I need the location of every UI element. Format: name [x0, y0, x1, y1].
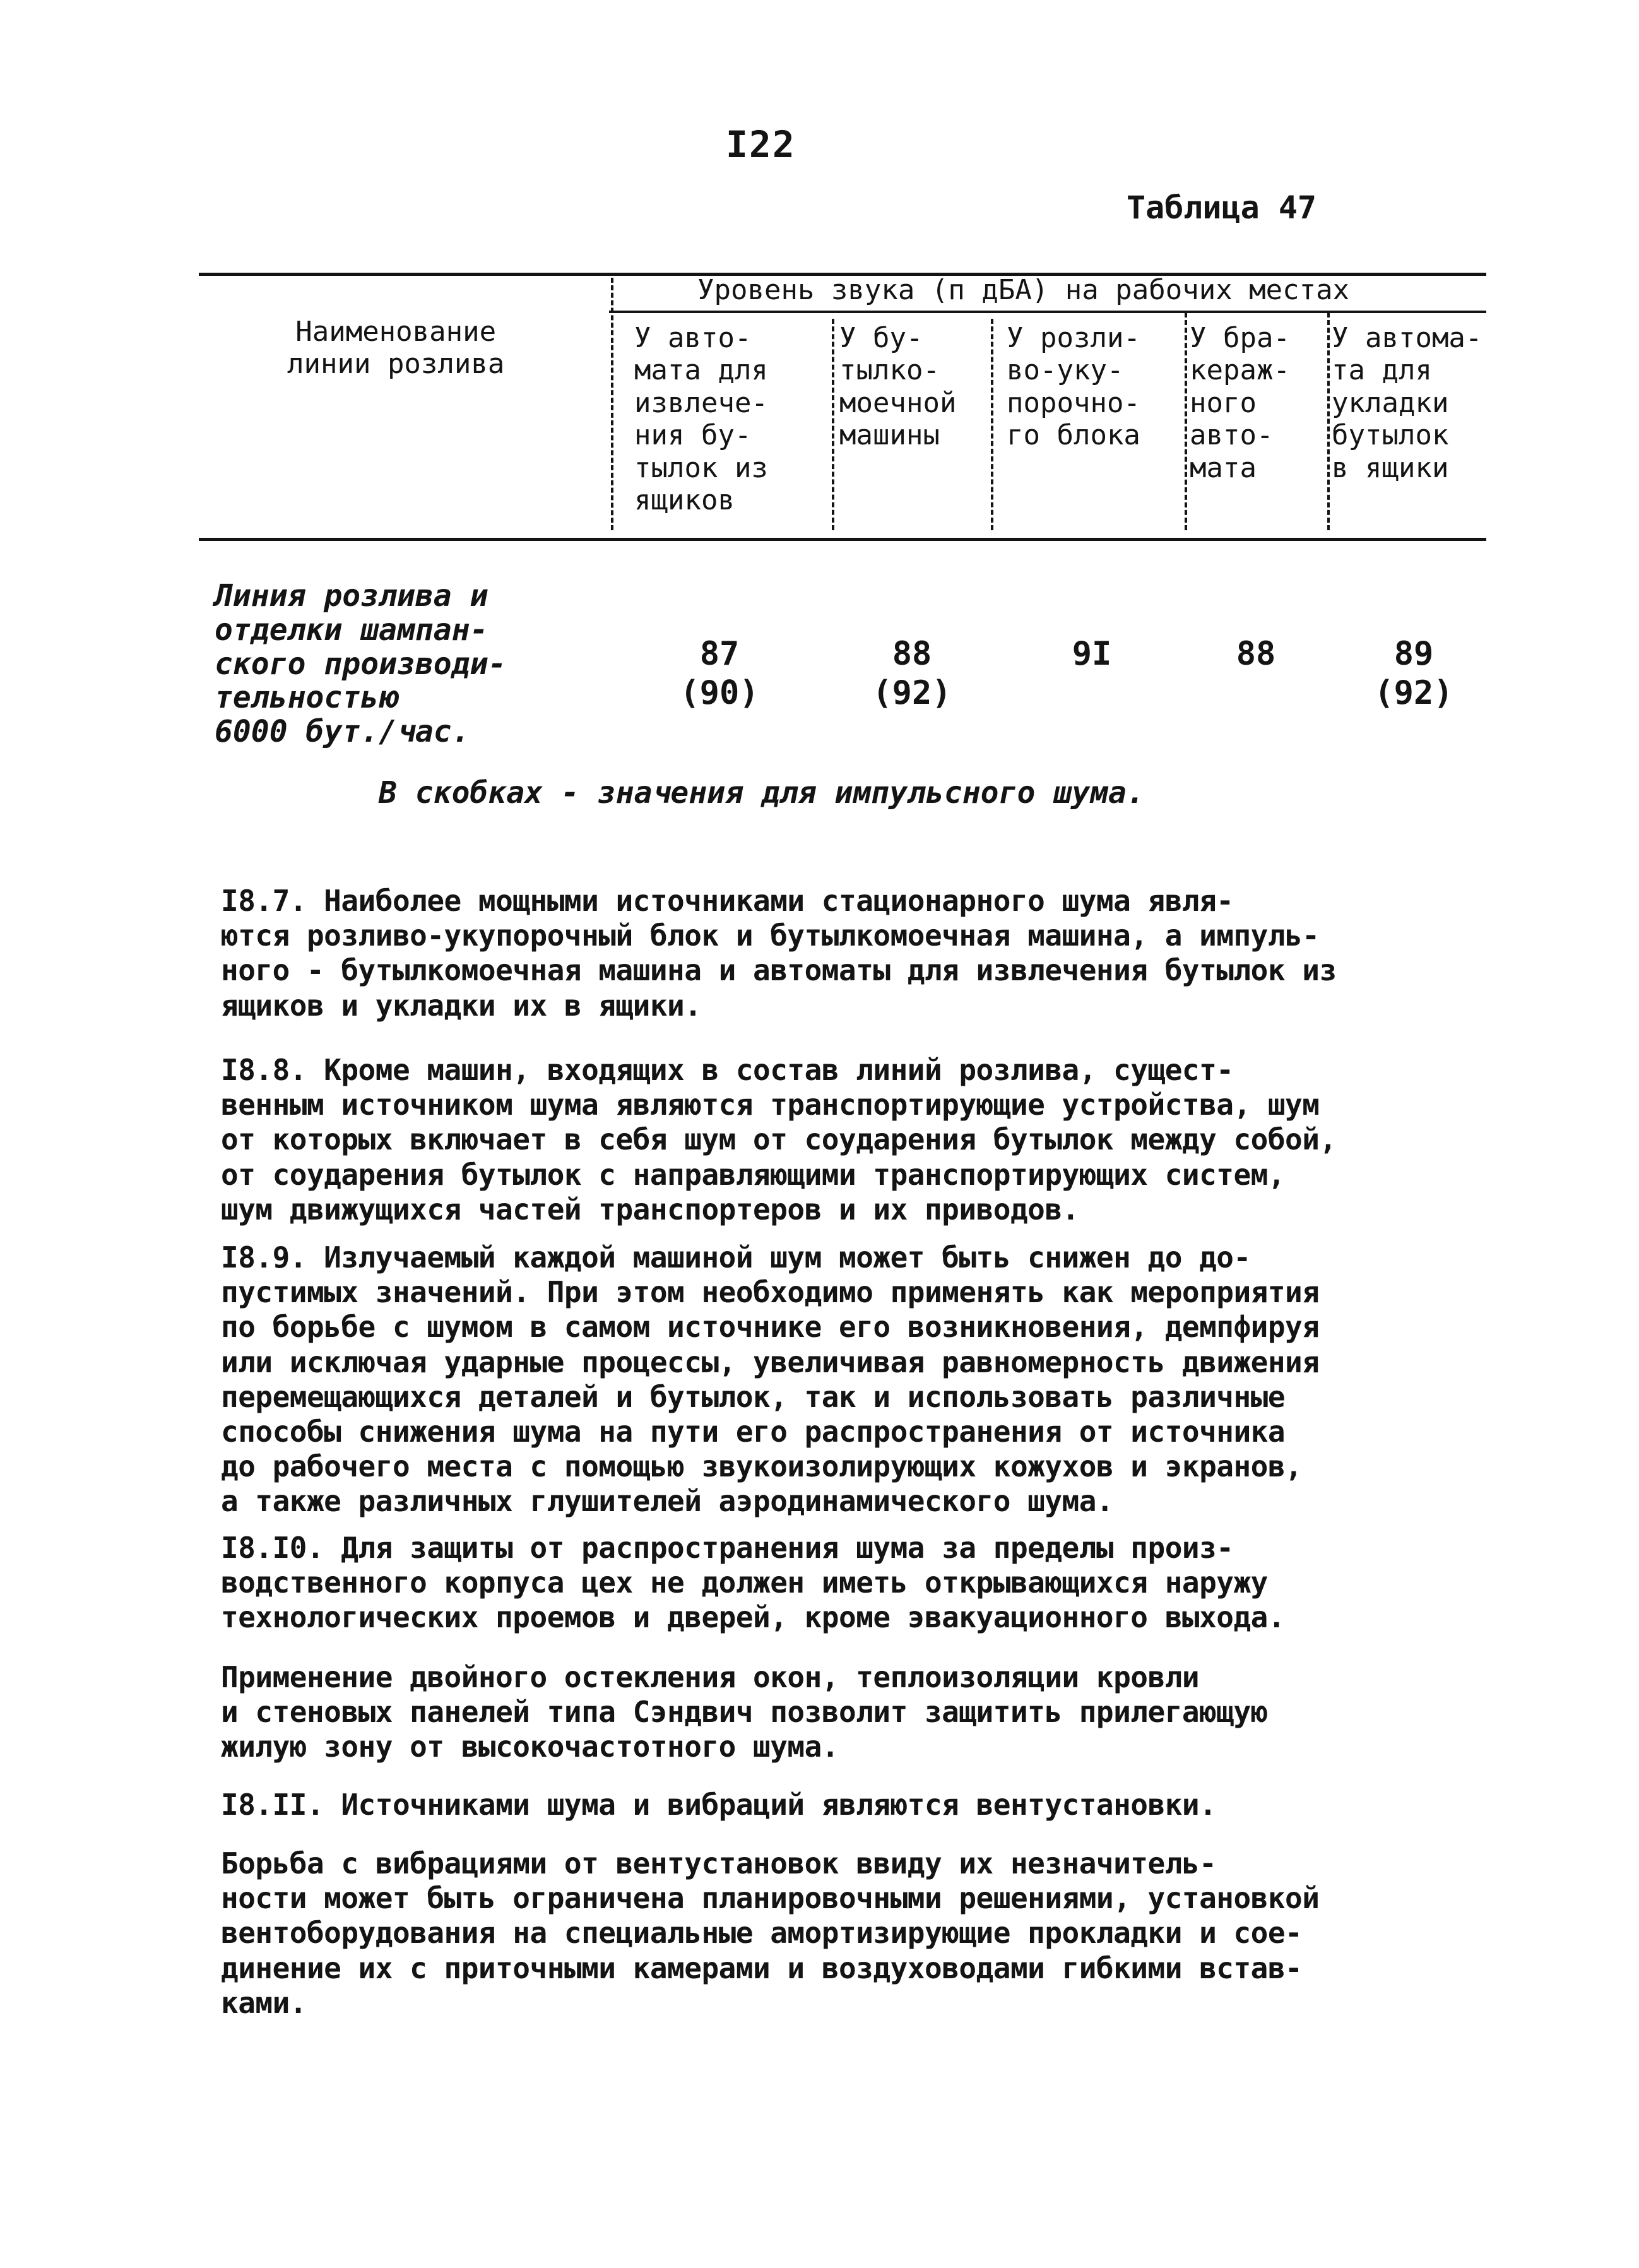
paragraph-18-8: I8.8. Кроме машин, входящих в состав линий розлива, сущест- венным источником шума являются транспортирующие устройства, шум от которых включает в себя шум от соударения бутылок между собой, от соударения бутылок с направляющими транспортирующих систем, шум движущихся частей транспортеров и их приводов.	[221, 1053, 1337, 1226]
column-header-filler: У розли- во-уку- порочно- го блока	[1007, 322, 1140, 452]
column-header-washer: У бу- тылко- моечной машины	[839, 322, 957, 452]
table-note: В скобках - значения для импульсного шума.	[379, 775, 1145, 810]
column-header-unloader: У авто- мата для извлече- ния бу- тылок из ящиков	[634, 322, 768, 517]
column-group-header: Уровень звука (п дБА) на рабочих местах	[697, 274, 1350, 306]
column-separator	[991, 319, 993, 530]
column-header-line-name: Наименование линии розлива	[287, 316, 505, 381]
table-header-bottom-rule	[199, 538, 1486, 541]
cell-value-unloader: 87 (90)	[680, 635, 759, 713]
cell-value-washer: 88 (92)	[872, 635, 952, 713]
column-header-packer: У автома- та для укладки бутылок в ящики	[1332, 322, 1482, 484]
column-header-inspector: У бра- кераж- ного авто- мата	[1190, 322, 1290, 484]
paragraph-18-9: I8.9. Излучаемый каждой машиной шум может быть снижен до до- пустимых значений. При этом необходимо применять как мероприятия по борьбе с шумом в самом источнике его возникновения, демпфируя или исключая ударные процессы, увеличивая равномерность движения перемещающихся деталей и бутылок, так и использовать различные способы снижения шума на пути его распространения от источника до рабочего места с помощью звукоизолирующих кожухов и экранов, а также различных глушителей аэродинамического шума.	[221, 1240, 1320, 1519]
paragraph-18-7: I8.7. Наиболее мощными источниками стационарного шума явля- ются розливо-укупорочный блок и бутылкомоечная машина, а импуль- ного - бутылкомоечная машина и автоматы для извлечения бутылок из ящиков и укладки их в ящики.	[221, 884, 1337, 1023]
cell-value-filler: 9I	[1072, 635, 1112, 673]
column-separator	[611, 278, 613, 530]
column-separator	[1327, 312, 1330, 530]
row-name-line: Линия розлива и отделки шампан- ского производи- тельностью 6000 бут./час.	[215, 578, 507, 749]
table-caption: Таблица 47	[1127, 189, 1317, 226]
group-header-rule	[609, 311, 1486, 313]
page-number: I22	[726, 123, 796, 166]
column-separator	[1185, 312, 1187, 530]
column-separator	[832, 319, 834, 530]
paragraph-glazing: Применение двойного остекления окон, теплоизоляции кровли и стеновых панелей типа Сэндвич позволит защитить прилегающую жилую зону от высокочастотного шума.	[221, 1660, 1268, 1764]
paragraph-vibration: Борьба с вибрациями от вентустановок ввиду их незначитель- ности может быть ограничена планировочными решениями, установкой вентоборудования на специальные амортизирующие прокладки и сое- динение их с приточными камерами и воздуховодами гибкими встав- ками.	[221, 1846, 1320, 2020]
paragraph-18-11: I8.II. Источниками шума и вибраций являются вентустановки.	[221, 1788, 1217, 1822]
cell-value-packer: 89 (92)	[1374, 635, 1453, 713]
cell-value-inspector: 88	[1236, 635, 1276, 673]
paragraph-18-10: I8.I0. Для защиты от распространения шума за пределы произ- водственного корпуса цех не должен иметь открывающихся наружу технологических проемов и дверей, кроме эвакуационного выхода.	[221, 1531, 1286, 1635]
